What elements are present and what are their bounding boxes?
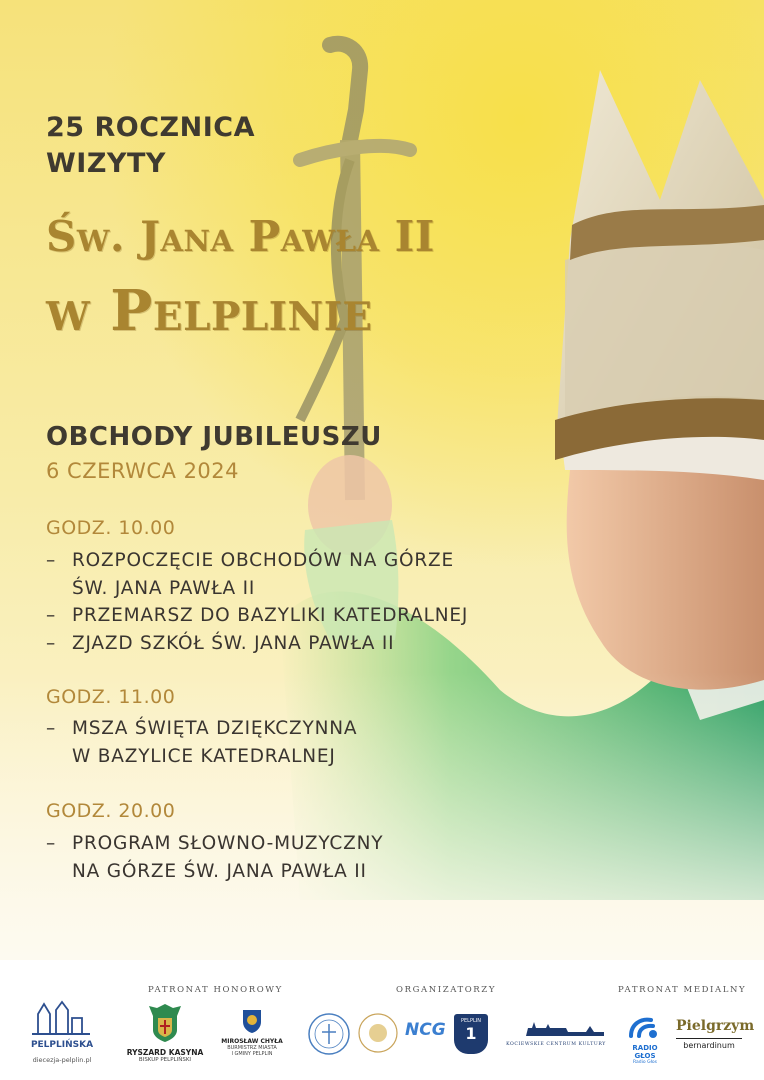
mayor-role-2: I GMINY PELPLIN	[231, 1051, 273, 1057]
pelplin-arms-icon	[241, 1008, 263, 1034]
schedule-time-1: GODZ. 10.00	[46, 517, 176, 539]
label-honorary-patronage: PATRONAT HONOROWY	[148, 985, 283, 995]
schedule-item-cont: ŚW. JANA PAWŁA II	[72, 578, 256, 599]
bishop-name: RYSZARD KASYNA	[126, 1048, 204, 1057]
kck-name: KOCIEWSKIE CENTRUM KULTURY	[506, 1042, 606, 1047]
label-organizers: ORGANIZATORZY	[396, 985, 497, 995]
pelplin-school-badge	[454, 1014, 488, 1054]
organizer-seal-diocese-icon	[307, 1012, 351, 1056]
radio-wave-icon	[627, 1014, 663, 1040]
schedule-item-cont: W BAZYLICE KATEDRALNEJ	[72, 746, 336, 767]
bishop-role: BISKUP PELPLIŃSKI	[138, 1057, 192, 1063]
anniversary-line: 25 ROCZNICA	[46, 112, 255, 143]
schedule-item-cont: NA GÓRZE ŚW. JANA PAWŁA II	[72, 861, 367, 882]
cathedral-icon	[28, 1000, 92, 1036]
pelplin-badge-number: 1	[465, 1024, 477, 1043]
diocese-url: diecezja-pelplin.pl	[32, 1056, 92, 1064]
kck-logo	[504, 1020, 608, 1047]
visit-line: WIZYTY	[46, 148, 166, 179]
mayor-logo	[214, 1008, 290, 1057]
saint-name-title: Św. Jana Pawła II	[46, 212, 435, 261]
schedule-item: – PRZEMARSZ DO BAZYLIKI KATEDRALNEJ	[46, 605, 469, 626]
schedule-item: – PROGRAM SŁOWNO-MUZYCZNY	[46, 833, 384, 854]
bernardinum-name: bernardinum	[676, 1038, 742, 1050]
schedule-time-3: GODZ. 20.00	[46, 800, 176, 822]
radio-glos-name: RADIO GŁOS	[632, 1044, 658, 1060]
pielgrzym-logo	[676, 1018, 755, 1050]
ncg-logo: NCG	[405, 1020, 446, 1040]
location-title: w Pelplinie	[46, 278, 373, 344]
diocese-logo	[28, 1000, 96, 1066]
diocese-name: PELPLIŃSKA	[30, 1040, 94, 1050]
mayor-name: MIROSŁAW CHYŁA	[221, 1038, 283, 1045]
schedule-item: – MSZA ŚWIĘTA DZIĘKCZYNNA	[46, 718, 358, 739]
sponsors-footer	[0, 960, 764, 1080]
event-heading: OBCHODY JUBILEUSZU	[46, 422, 382, 452]
label-media-patronage: PATRONAT MEDIALNY	[618, 985, 747, 995]
pielgrzym-name: Pielgrzym	[676, 1018, 755, 1034]
organizer-seal-gold-icon	[357, 1012, 399, 1054]
radio-glos-logo	[622, 1014, 668, 1065]
mayor-role-1: BURMISTRZ MIASTA	[227, 1045, 277, 1051]
skyline-icon	[506, 1020, 606, 1038]
radio-glos-sub: Radio Głos	[633, 1060, 657, 1065]
coat-of-arms-icon	[146, 1002, 184, 1044]
event-date: 6 CZERWCA 2024	[46, 459, 240, 483]
schedule-item: – ROZPOCZĘCIE OBCHODÓW NA GÓRZE	[46, 550, 455, 571]
schedule-time-2: GODZ. 11.00	[46, 686, 176, 708]
pelplin-badge-text: PELPLIN	[461, 1018, 481, 1024]
schedule-item: – ZJAZD SZKÓŁ ŚW. JANA PAWŁA II	[46, 633, 395, 654]
bishop-logo	[126, 1002, 204, 1063]
